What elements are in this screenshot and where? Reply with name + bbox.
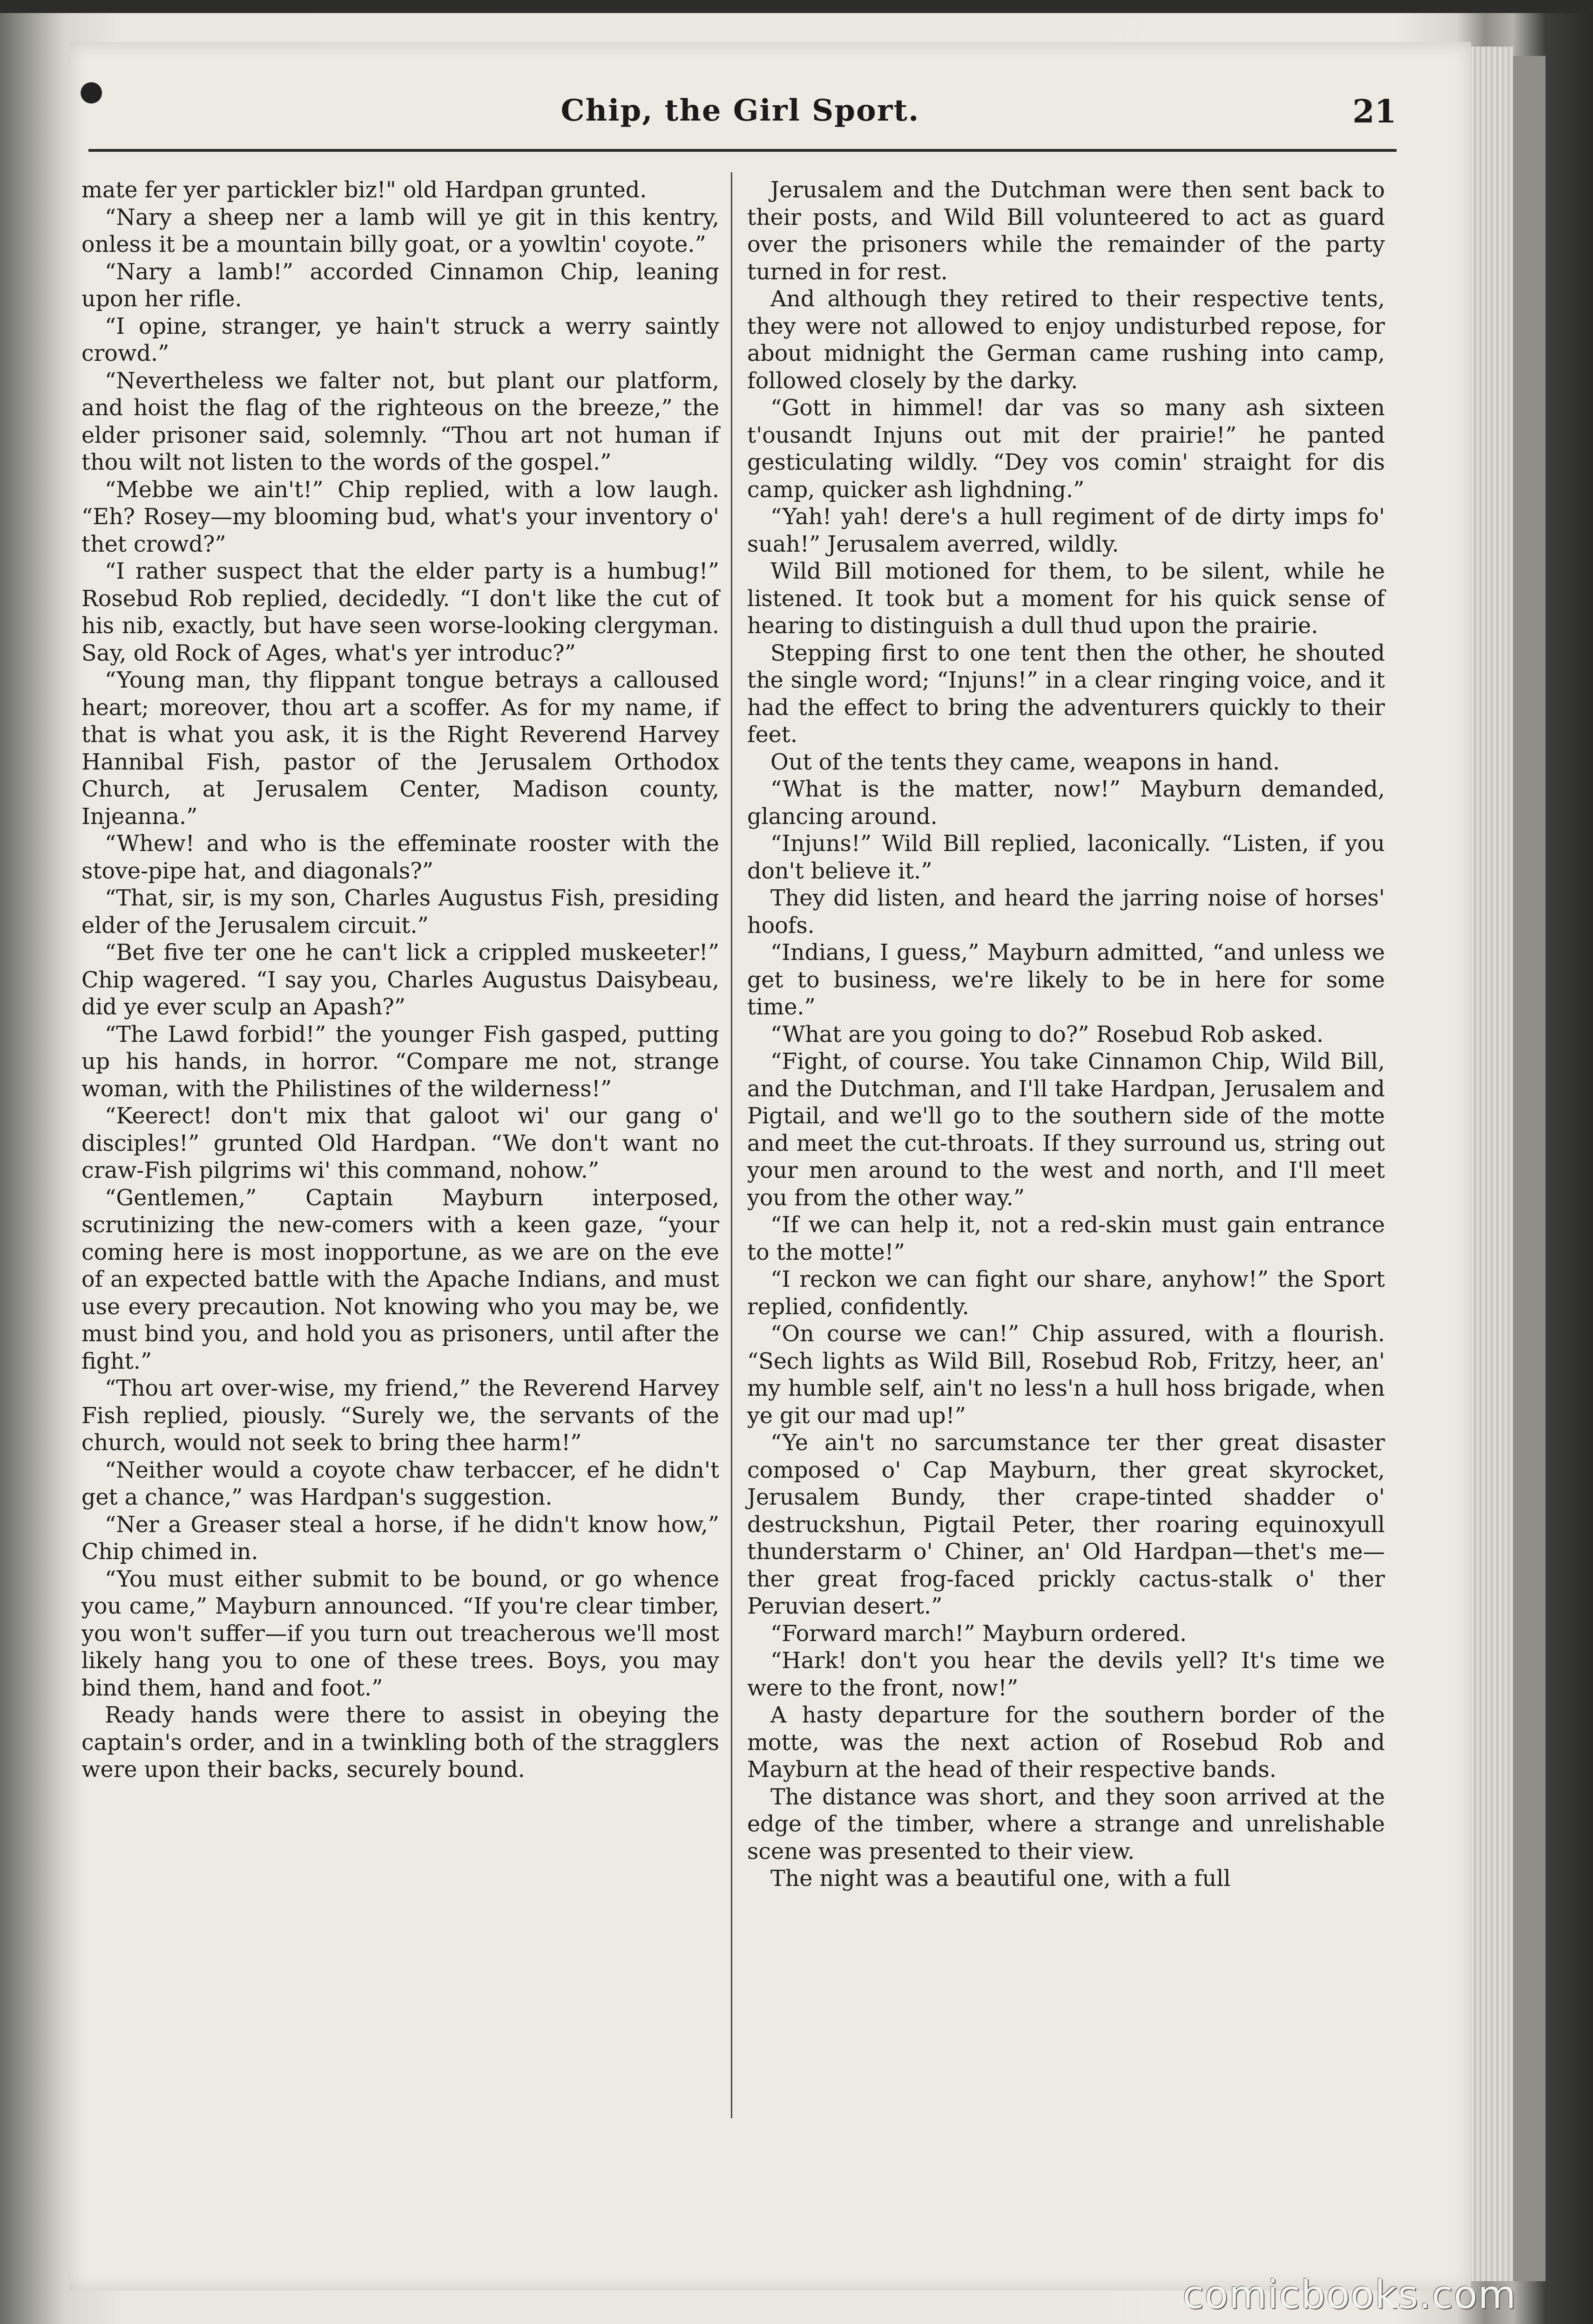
- paragraph: “If we can help it, not a red-skin must gain entrance to the motte!”: [747, 1212, 1385, 1265]
- paragraph: The distance was short, and they soon arrived at the edge of the timber, where a strange and unrelishable scene was presented to their view.: [747, 1784, 1385, 1865]
- paragraph: “Yah! yah! dere's a hull regiment of de dirty imps fo' suah!” Jerusalem averred, wildly.: [747, 504, 1385, 557]
- page-number: 21: [1352, 93, 1397, 130]
- paragraph: Out of the tents they came, weapons in hand.: [770, 749, 1280, 775]
- paragraph: “Bet five ter one he can't lick a crippled muskeeter!” Chip wagered. “I say you, Charles Augustus Daisybeau, did ye ever sculp an Apash?”: [81, 940, 719, 1020]
- paragraph: mate fer yer partickler biz!" old Hardpan grunted.: [81, 177, 647, 203]
- paragraph: Jerusalem and the Dutchman were then sent back to their posts, and Wild Bill volunteered to act as guard over the prisoners while the remainder of the party turned in for rest.: [747, 177, 1385, 285]
- paragraph: “Thou art over-wise, my friend,” the Reverend Harvey Fish replied, piously. “Surely we, the servants of the church, would not seek to bring thee harm!”: [81, 1376, 719, 1456]
- page-edge-shadow: [1513, 56, 1546, 2281]
- paragraph: “Young man, thy flippant tongue betrays a calloused heart; moreover, thou art a scoffer. As for my name, if that is what you ask, it is the Right Reverend Harvey Hannibal Fish, pastor of the Jerusalem Orthodox Church, at Jerusalem Center, Madison county, Injeanna.”: [81, 668, 719, 830]
- paragraph: “Mebbe we ain't!” Chip replied, with a low laugh. “Eh? Rosey—my blooming bud, what's your inventory o' thet crowd?”: [81, 477, 719, 557]
- paragraph: “What is the matter, now!” Mayburn demanded, glancing around.: [747, 777, 1385, 830]
- paragraph: “Fight, of course. You take Cinnamon Chip, Wild Bill, and the Dutchman, and I'll take Hardpan, Jerusalem and Pigtail, and we'll go to the southern side of the motte and meet the cut-throats. If they surround us, string out your men around to the west and north, and I'll meet you from the other way.”: [747, 1049, 1385, 1211]
- paragraph: “Forward march!” Mayburn ordered.: [770, 1621, 1187, 1647]
- paragraph: Ready hands were there to assist in obeying the captain's order, and in a twinkling both of the stragglers were upon their backs, securely bound.: [81, 1702, 719, 1783]
- paragraph: “Keerect! don't mix that galoot wi' our gang o' disciples!” grunted Old Hardpan. “We don't want no craw-Fish pilgrims wi' this command, nohow.”: [81, 1103, 719, 1183]
- watermark: comicbooks.com: [1182, 2272, 1517, 2317]
- paragraph: “Indians, I guess,” Mayburn admitted, “and unless we get to business, we're likely to be in here for some time.”: [747, 940, 1385, 1020]
- paragraph: “Gentlemen,” Captain Mayburn interposed, scrutinizing the new-comers with a keen gaze, “your coming here is most inopportune, as we are on the eve of an expected battle with the Apache Indians, and must use every precaution. Not knowing who you may be, we must bind you, and hold you as prisoners, until after the fight.”: [81, 1185, 719, 1374]
- column-divider: [731, 172, 732, 2118]
- paragraph: “Nevertheless we falter not, but plant our platform, and hoist the flag of the righteous on the breeze,” the elder prisoner said, solemnly. “Thou art not human if thou wilt not listen to the words of the gospel.”: [81, 368, 719, 475]
- paragraph: A hasty departure for the southern border of the motte, was the next action of Rosebud Rob and Mayburn at the head of their respective bands.: [747, 1702, 1385, 1783]
- paragraph: “Nary a lamb!” accorded Cinnamon Chip, leaning upon her rifle.: [81, 259, 719, 312]
- page-edge-stack: [1471, 47, 1513, 2281]
- paragraph: “I rather suspect that the elder party is a humbug!” Rosebud Rob replied, decidedly. “I don't like the cut of his nib, exactly, but have seen worse-looking clergyman. Say, old Rock of Ages, what's yer introduc?”: [81, 559, 719, 666]
- paragraph: “Gott in himmel! dar vas so many ash sixteen t'ousandt Injuns out mit der prairie!” he panted gesticulating wildly. “Dey vos comin' straight for dis camp, quicker ash lighdning.”: [747, 395, 1385, 503]
- paragraph: “What are you going to do?” Rosebud Rob asked.: [770, 1021, 1324, 1047]
- paragraph: “Ner a Greaser steal a horse, if he didn't know how,” Chip chimed in.: [81, 1512, 719, 1565]
- text-column-right: [747, 177, 1385, 1893]
- text-column-left: [81, 177, 719, 1784]
- paragraph: The night was a beautiful one, with a full: [770, 1866, 1231, 1892]
- page-header: [79, 74, 1397, 144]
- paragraph: “Neither would a coyote chaw terbaccer, ef he didn't get a chance,” was Hardpan's suggestion.: [81, 1457, 719, 1510]
- paragraph: “Hark! don't you hear the devils yell? It's time we were to the front, now!”: [747, 1648, 1385, 1701]
- paragraph: “Ye ain't no sarcumstance ter ther great disaster composed o' Cap Mayburn, ther great skyrocket, Jerusalem Bundy, ther crape-tinted shadder o' destruckshun, Pigtail Peter, ther roaring equinoxyull thunderstarm o' Chiner, an' Old Hardpan—thet's me—ther great frog-faced prickly cactus-stalk o' ther Peruvian desert.”: [747, 1430, 1385, 1619]
- paragraph: And although they retired to their respective tents, they were not allowed to enjoy undisturbed repose, for about midnight the German came rushing into camp, followed closely by the darky.: [747, 286, 1385, 394]
- paragraph: “The Lawd forbid!” the younger Fish gasped, putting up his hands, in horror. “Compare me not, strange woman, with the Philistines of the wilderness!”: [81, 1021, 719, 1102]
- header-rule: [88, 149, 1397, 152]
- paragraph: “Injuns!” Wild Bill replied, laconically. “Listen, if you don't believe it.”: [747, 831, 1385, 884]
- running-title: Chip, the Girl Sport.: [560, 93, 920, 128]
- paragraph: “You must either submit to be bound, or go whence you came,” Mayburn announced. “If you're clear timber, you won't suffer—if you turn out treacherous we'll most likely hang you to one of these trees. Boys, you may bind them, hand and foot.”: [81, 1566, 719, 1701]
- paragraph: “Nary a sheep ner a lamb will ye git in this kentry, onless it be a mountain billy goat, or a yowltin' coyote.”: [81, 204, 719, 257]
- paragraph: “I reckon we can fight our share, anyhow!” the Sport replied, confidently.: [747, 1267, 1385, 1320]
- paragraph: They did listen, and heard the jarring noise of horses' hoofs.: [747, 885, 1385, 939]
- scan-top-border: [0, 0, 1593, 13]
- paragraph: “I opine, stranger, ye hain't struck a werry saintly crowd.”: [81, 313, 719, 366]
- paragraph: Stepping first to one tent then the other, he shouted the single word; “Injuns!” in a clear ringing voice, and it had the effect to bring the adventurers quickly to their feet.: [747, 640, 1385, 748]
- paragraph: “That, sir, is my son, Charles Augustus Fish, presiding elder of the Jerusalem circuit.”: [81, 885, 719, 939]
- paragraph: “Whew! and who is the effeminate rooster with the stove-pipe hat, and diagonals?”: [81, 831, 719, 884]
- paragraph: “On course we can!” Chip assured, with a flourish. “Sech lights as Wild Bill, Rosebud Rob, Fritzy, heer, an' my humble self, ain't no less'n a hull hoss brigade, when ye git our mad up!”: [747, 1321, 1385, 1429]
- paragraph: Wild Bill motioned for them, to be silent, while he listened. It took but a moment for his quick sense of hearing to distinguish a dull thud upon the prairie.: [747, 559, 1385, 639]
- ink-mark-icon: ●: [79, 74, 104, 107]
